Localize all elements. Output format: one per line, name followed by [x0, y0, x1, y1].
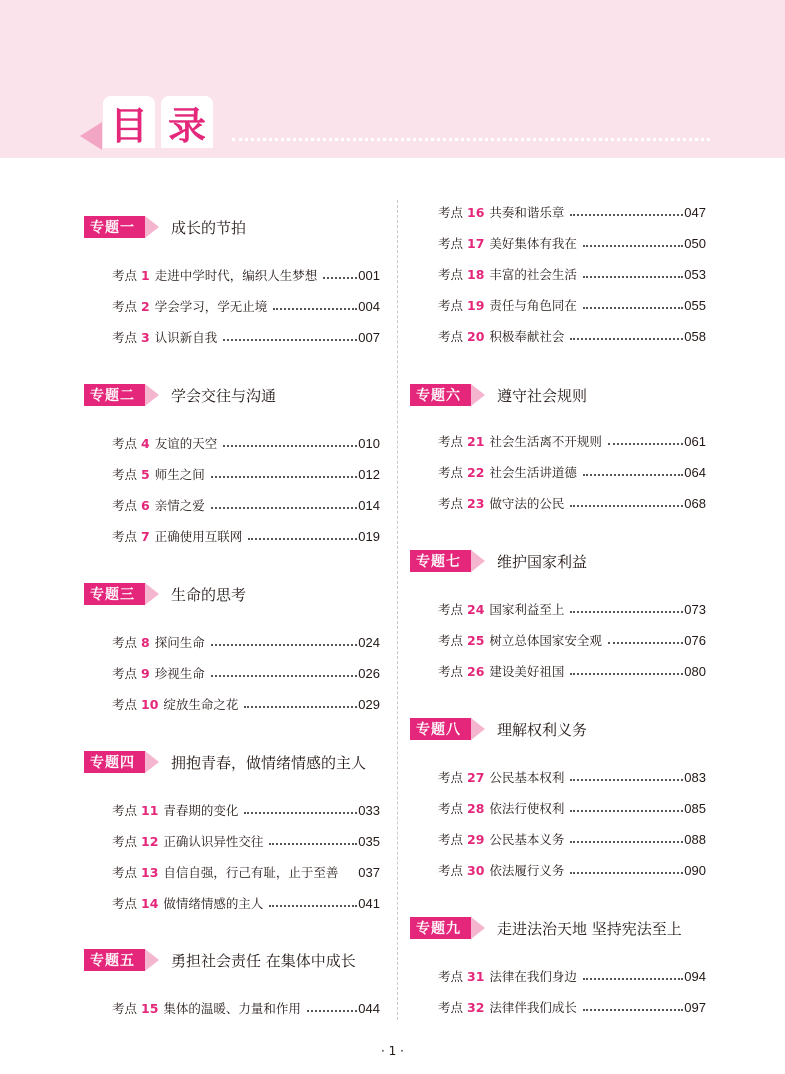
dot-leader	[273, 308, 357, 310]
entry-page: 047	[684, 204, 706, 220]
dot-leader	[211, 675, 358, 677]
entry-number: 11	[141, 802, 159, 818]
entry-page: 035	[358, 833, 380, 849]
dot-leader	[211, 507, 358, 509]
entry-name: 国家利益至上	[489, 602, 565, 617]
toc-entry[interactable]	[438, 661, 706, 681]
title-tab-decoration	[80, 122, 102, 150]
topic-title: 理解权利义务	[497, 720, 588, 739]
entry-label: 考点	[438, 496, 464, 511]
dot-leader	[608, 642, 683, 644]
toc-entry[interactable]	[438, 202, 706, 222]
entry-page: 037	[358, 864, 380, 880]
topic-header[interactable]	[410, 384, 587, 406]
toc-entry[interactable]	[438, 798, 706, 818]
topic-title: 遵守社会规则	[497, 386, 588, 405]
entry-label: 考点	[438, 236, 464, 251]
dot-leader	[608, 443, 683, 445]
entry-page: 026	[358, 665, 380, 681]
entry-page: 068	[684, 495, 706, 511]
entry-page: 029	[358, 696, 380, 712]
entry-page: 094	[684, 968, 706, 984]
entry-number: 20	[467, 328, 485, 344]
toc-entry[interactable]	[112, 893, 380, 913]
entry-number: 8	[141, 634, 150, 650]
entry-label: 考点	[438, 664, 464, 679]
entry-page: 064	[684, 464, 706, 480]
entry-page: 053	[684, 266, 706, 282]
entry-number: 3	[141, 329, 150, 345]
toc-entry[interactable]	[438, 431, 706, 451]
topic-badge: 专题六	[410, 384, 471, 406]
dot-leader	[583, 307, 683, 309]
entry-label: 考点	[112, 635, 138, 650]
entry-number: 12	[141, 833, 159, 849]
entry-name: 丰富的社会生活	[489, 267, 577, 282]
entry-name: 法律在我们身边	[489, 969, 577, 984]
entry-name: 树立总体国家安全观	[489, 633, 602, 648]
entry-number: 15	[141, 1000, 159, 1016]
toc-entry[interactable]	[112, 327, 380, 347]
dot-leader	[248, 538, 357, 540]
topic-title: 维护国家利益	[497, 552, 588, 571]
entry-name: 社会生活讲道德	[489, 465, 577, 480]
entry-name: 公民基本义务	[489, 832, 565, 847]
dot-leader	[570, 872, 683, 874]
entry-label: 考点	[438, 832, 464, 847]
entry-page: 014	[358, 497, 380, 513]
entry-number: 6	[141, 497, 150, 513]
entry-name: 珍视生命	[154, 666, 205, 681]
dot-leader	[570, 779, 683, 781]
entry-label: 考点	[112, 529, 138, 544]
dot-leader	[583, 474, 683, 476]
topic-header[interactable]	[84, 751, 366, 773]
entry-name: 友谊的天空	[154, 436, 218, 451]
dot-leader	[570, 673, 683, 675]
entry-number: 10	[141, 696, 159, 712]
topic-title: 勇担社会责任 在集体中成长	[171, 951, 356, 970]
entry-page: 097	[684, 999, 706, 1015]
entry-name: 亲情之爱	[154, 498, 205, 513]
entry-number: 7	[141, 528, 150, 544]
entry-number: 2	[141, 298, 150, 314]
entry-number: 28	[467, 800, 485, 816]
entry-number: 21	[467, 433, 485, 449]
toc-entry[interactable]	[438, 233, 706, 253]
entry-number: 18	[467, 266, 485, 282]
entry-page: 090	[684, 862, 706, 878]
entry-page: 080	[684, 663, 706, 679]
entry-name: 法律伴我们成长	[489, 1000, 577, 1015]
entry-page: 085	[684, 800, 706, 816]
entry-number: 31	[467, 968, 485, 984]
entry-label: 考点	[438, 298, 464, 313]
dot-leader	[211, 644, 358, 646]
entry-label: 考点	[112, 299, 138, 314]
entry-page: 041	[358, 895, 380, 911]
topic-badge: 专题九	[410, 917, 471, 939]
entry-name: 正确认识异性交往	[163, 834, 264, 849]
dot-leader	[570, 841, 683, 843]
toc-entry[interactable]	[438, 997, 706, 1017]
entry-page: 001	[358, 267, 380, 283]
toc-entry[interactable]	[438, 829, 706, 849]
entry-number: 32	[467, 999, 485, 1015]
entry-name: 绽放生命之花	[163, 697, 239, 712]
dot-leader	[583, 978, 683, 980]
entry-name: 依法履行义务	[489, 863, 565, 878]
entry-name: 认识新自我	[154, 330, 218, 345]
entry-name: 积极奉献社会	[489, 329, 565, 344]
toc-entry[interactable]	[112, 526, 380, 546]
entry-number: 1	[141, 267, 150, 283]
toc-entry[interactable]	[112, 632, 380, 652]
entry-label: 考点	[438, 602, 464, 617]
entry-name: 做情绪情感的主人	[163, 896, 264, 911]
entry-name: 集体的温暖、力量和作用	[163, 1001, 301, 1016]
topic-badge: 专题七	[410, 550, 471, 572]
entry-page: 010	[358, 435, 380, 451]
toc-entry[interactable]	[112, 694, 380, 714]
entry-name: 建设美好祖国	[489, 664, 565, 679]
topic-badge: 专题五	[84, 949, 145, 971]
entry-page: 061	[684, 433, 706, 449]
entry-label: 考点	[112, 896, 138, 911]
entry-number: 19	[467, 297, 485, 313]
entry-label: 考点	[112, 330, 138, 345]
dot-leader	[570, 338, 683, 340]
entry-number: 17	[467, 235, 485, 251]
entry-name: 责任与角色同在	[489, 298, 577, 313]
toc-entry[interactable]	[112, 265, 380, 285]
toc-entry[interactable]	[438, 860, 706, 880]
entry-label: 考点	[112, 865, 138, 880]
toc-entry[interactable]	[438, 264, 706, 284]
entry-page: 050	[684, 235, 706, 251]
entry-label: 考点	[112, 1001, 138, 1016]
toc-entry[interactable]	[112, 862, 380, 882]
topic-header[interactable]	[84, 384, 276, 406]
dot-leader	[269, 905, 357, 907]
entry-page: 012	[358, 466, 380, 482]
toc-entry[interactable]	[438, 295, 706, 315]
entry-label: 考点	[112, 498, 138, 513]
topic-header[interactable]	[84, 949, 356, 971]
entry-label: 考点	[112, 697, 138, 712]
entry-number: 14	[141, 895, 159, 911]
entry-label: 考点	[112, 834, 138, 849]
title-char-2: 录	[161, 96, 213, 148]
dot-leader	[583, 1009, 683, 1011]
entry-name: 共奏和谐乐章	[489, 205, 565, 220]
toc-entry[interactable]	[438, 630, 706, 650]
dot-leader	[570, 611, 683, 613]
entry-name: 做守法的公民	[489, 496, 565, 511]
entry-name: 美好集体有我在	[489, 236, 577, 251]
entry-page: 058	[684, 328, 706, 344]
topic-title: 成长的节拍	[171, 218, 247, 237]
entry-page: 007	[358, 329, 380, 345]
entry-label: 考点	[438, 801, 464, 816]
entry-name: 师生之间	[154, 467, 205, 482]
entry-number: 24	[467, 601, 485, 617]
toc-entry[interactable]	[438, 493, 706, 513]
dot-leader	[583, 276, 683, 278]
dot-leader	[211, 476, 358, 478]
topic-header[interactable]	[410, 550, 587, 572]
dot-leader	[244, 812, 357, 814]
entry-label: 考点	[438, 434, 464, 449]
entry-name: 公民基本权利	[489, 770, 565, 785]
title-char-1: 目	[103, 96, 155, 148]
dot-leader	[323, 277, 357, 279]
entry-label: 考点	[438, 770, 464, 785]
dot-leader	[583, 245, 683, 247]
topic-title: 走进法治天地 坚持宪法至上	[497, 919, 682, 938]
entry-name: 自信自强，行己有耻，止于至善	[163, 865, 339, 880]
entry-page: 019	[358, 528, 380, 544]
dot-leader	[570, 505, 683, 507]
entry-label: 考点	[112, 467, 138, 482]
entry-page: 004	[358, 298, 380, 314]
entry-name: 正确使用互联网	[154, 529, 243, 544]
entry-name: 学会学习，学无止境	[154, 299, 268, 314]
entry-label: 考点	[438, 329, 464, 344]
entry-number: 16	[467, 204, 485, 220]
entry-number: 26	[467, 663, 485, 679]
entry-label: 考点	[438, 1000, 464, 1015]
entry-page: 033	[358, 802, 380, 818]
topic-title: 学会交往与沟通	[171, 386, 277, 405]
toc-entry[interactable]	[112, 464, 380, 484]
entry-page: 088	[684, 831, 706, 847]
entry-label: 考点	[112, 803, 138, 818]
toc-entry[interactable]	[438, 767, 706, 787]
dot-leader	[223, 339, 357, 341]
entry-name: 社会生活离不开规则	[489, 434, 602, 449]
entry-page: 073	[684, 601, 706, 617]
entry-number: 22	[467, 464, 485, 480]
entry-page: 024	[358, 634, 380, 650]
topic-header[interactable]	[410, 917, 682, 939]
dot-leader	[307, 1010, 357, 1012]
toc-entry[interactable]	[112, 831, 380, 851]
title-dotted-rule	[232, 138, 710, 141]
toc-entry[interactable]	[112, 998, 380, 1018]
dot-leader	[269, 843, 357, 845]
entry-page: 055	[684, 297, 706, 313]
dot-leader	[223, 445, 357, 447]
topic-header[interactable]	[410, 718, 587, 740]
entry-label: 考点	[438, 633, 464, 648]
topic-badge: 专题三	[84, 583, 145, 605]
column-divider	[397, 200, 398, 1020]
toc-entry[interactable]	[112, 663, 380, 683]
dot-leader	[570, 214, 683, 216]
topic-badge: 专题四	[84, 751, 145, 773]
page-number: · 1 ·	[381, 1044, 404, 1058]
entry-number: 30	[467, 862, 485, 878]
topic-badge: 专题二	[84, 384, 145, 406]
entry-label: 考点	[112, 436, 138, 451]
entry-number: 25	[467, 632, 485, 648]
dot-leader	[244, 706, 357, 708]
entry-label: 考点	[438, 465, 464, 480]
entry-name: 探问生命	[154, 635, 205, 650]
entry-number: 4	[141, 435, 150, 451]
toc-entry[interactable]	[438, 599, 706, 619]
toc-entry[interactable]	[112, 800, 380, 820]
toc-entry[interactable]	[112, 495, 380, 515]
topic-header[interactable]	[84, 216, 246, 238]
entry-number: 5	[141, 466, 150, 482]
entry-label: 考点	[112, 666, 138, 681]
entry-number: 27	[467, 769, 485, 785]
entry-label: 考点	[112, 268, 138, 283]
entry-number: 29	[467, 831, 485, 847]
topic-header[interactable]	[84, 583, 246, 605]
topic-badge: 专题一	[84, 216, 145, 238]
dot-leader	[570, 810, 683, 812]
entry-name: 依法行使权利	[489, 801, 565, 816]
topic-badge: 专题八	[410, 718, 471, 740]
entry-number: 13	[141, 864, 159, 880]
entry-label: 考点	[438, 863, 464, 878]
entry-page: 076	[684, 632, 706, 648]
entry-number: 23	[467, 495, 485, 511]
entry-label: 考点	[438, 205, 464, 220]
entry-page: 083	[684, 769, 706, 785]
entry-label: 考点	[438, 267, 464, 282]
entry-page: 044	[358, 1000, 380, 1016]
topic-title: 拥抱青春，做情绪情感的主人	[171, 753, 367, 772]
entry-number: 9	[141, 665, 150, 681]
dot-leader	[344, 875, 357, 876]
toc-entry[interactable]	[438, 462, 706, 482]
topic-title: 生命的思考	[171, 585, 247, 604]
toc-entry[interactable]	[438, 966, 706, 986]
entry-name: 走进中学时代，编织人生梦想	[154, 268, 318, 283]
toc-entry[interactable]	[112, 433, 380, 453]
toc-entry[interactable]	[438, 326, 706, 346]
entry-label: 考点	[438, 969, 464, 984]
toc-entry[interactable]	[112, 296, 380, 316]
entry-name: 青春期的变化	[163, 803, 239, 818]
